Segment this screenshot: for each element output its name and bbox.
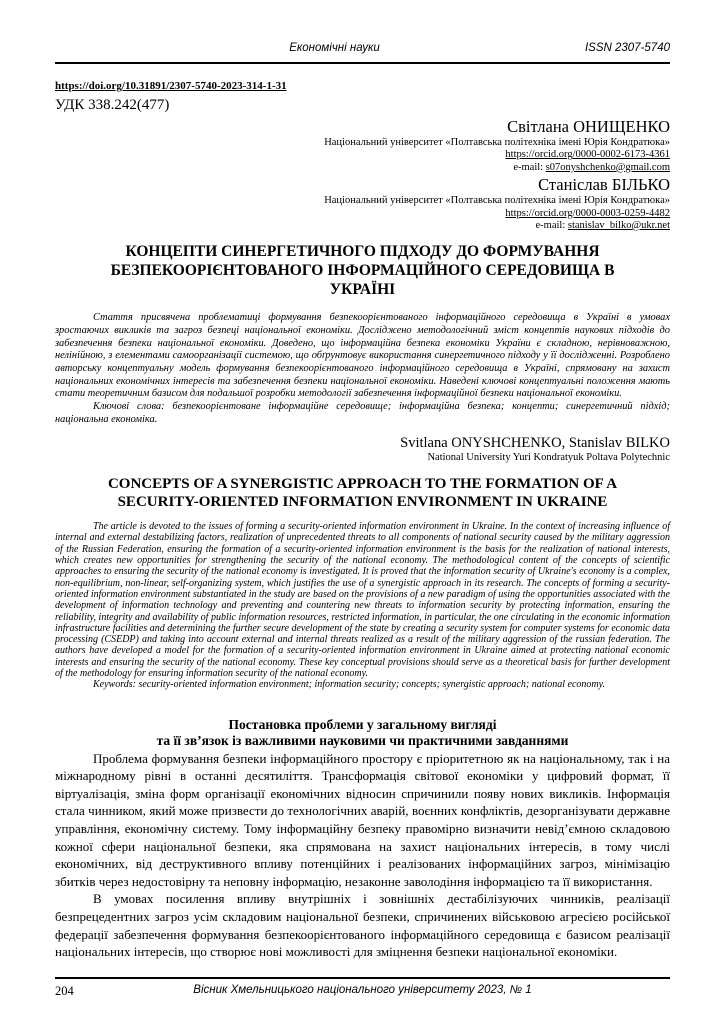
running-header xyxy=(55,42,670,57)
section-heading-line2: та її зв’язок із важливими науковими чи практичними завданнями xyxy=(156,732,569,748)
orcid-link-1[interactable]: https://orcid.org/0000-0002-6173-4361 xyxy=(505,149,670,161)
article-body xyxy=(55,750,670,961)
byline-en-names: Svitlana ONYSHCHENKO, Stanislav BILKO xyxy=(400,435,670,452)
abstract-uk-text: Стаття присвячена проблематиці формування безпекоорієнтованого інформаційного середовища в Україні в умовах зростаючих викликів та загроз безпеці національної економіки. Досліджено методологічний зміст концептів наукових підходів до забезпечення безпеки національної економіки. Доведено, що інформаційна безпека економіки України є складною, нерівноважною, нелінійною, з елементами самоорганізації системою, що обґрунтовує використання синергетичного підходу у її дослідженні. Розроблено авторську концептуальну модель формування безпекоорієнтованого інформаційного середовища в Україні, спрямовану на захист національних економічних інтересів та забезпечення безпеки національної економіки. Наведені ключові концептуальні положення мають стати теоретичним базисом для подальшої розробки методології забезпечення інформаційної безпеки національної економіки. xyxy=(55,312,670,400)
keywords-uk: Ключові слова: безпекоорієнтоване інформаційне середовище; інформаційна безпека; концепти; синергетичний підхід; національна економіка. xyxy=(55,401,670,425)
journal-footer-line: Вісник Хмельницького національного університету 2023, № 1 xyxy=(193,984,532,996)
footer-row xyxy=(55,984,670,1000)
section-heading-line1: Постановка проблеми у загальному вигляді xyxy=(228,716,497,732)
udc-code: УДК 338.242(477) xyxy=(55,97,170,113)
email-label-1: e-mail: xyxy=(513,161,546,173)
section-heading xyxy=(55,717,670,749)
footer-rule xyxy=(55,977,670,979)
author-orcid-line-2 xyxy=(55,208,670,220)
author-orcid-line-1 xyxy=(55,149,670,161)
email-label-2: e-mail: xyxy=(535,219,568,231)
orcid-link-2[interactable]: https://orcid.org/0000-0003-0259-4482 xyxy=(505,207,670,219)
page-number: 204 xyxy=(55,984,74,998)
author-name-2: Станіслав БІЛЬКО xyxy=(538,175,670,195)
article-title-en: CONCEPTS OF A SYNERGISTIC APPROACH TO THE FORMATION OF A SECURITY-ORIENTED INFORMATION ENVIRONMENT IN UKRAINE xyxy=(107,476,618,511)
abstract-en xyxy=(55,521,670,690)
keywords-en: Keywords: security-oriented information environment; information security; concepts; synergistic approach; national economy. xyxy=(93,679,606,691)
abstract-uk xyxy=(55,312,670,426)
byline-en-affiliation: National University Yuri Kondratyuk Poltava Polytechnic xyxy=(427,452,670,464)
page-footer xyxy=(55,977,670,1000)
email-link-1[interactable]: s07onyshchenko@gmail.com xyxy=(545,161,670,173)
doi-line xyxy=(55,80,670,92)
byline-en xyxy=(55,435,670,464)
header-issn: ISSN 2307-5740 xyxy=(584,42,670,54)
author-affiliation-1: Національний університет «Полтавська політехніка імені Юрія Кондратюка» xyxy=(324,136,670,148)
article-title-uk: КОНЦЕПТИ СИНЕРГЕТИЧНОГО ПІДХОДУ ДО ФОРМУВАННЯ БЕЗПЕКООРІЄНТОВАНОГО ІНФОРМАЦІЙНОГО СЕРЕДОВИЩА В УКРАЇНІ xyxy=(110,243,615,299)
header-section-label: Економічні науки xyxy=(289,42,380,54)
doi-link[interactable]: https://doi.org/10.31891/2307-5740-2023-314-1-31 xyxy=(55,80,287,92)
author-name-1: Світлана ОНИЩЕНКО xyxy=(507,117,670,136)
author-block xyxy=(55,116,670,232)
author-email-line-2 xyxy=(55,220,670,232)
email-link-2[interactable]: stanislav_bilko@ukr.net xyxy=(567,219,670,231)
body-paragraph-2: В умовах посилення впливу внутрішніх і зовнішніх дестабілізуючих чинників, реалізації безпрецедентних загроз усім складовим національної безпеки, спричинених військовою агресією російської федерації забезпечення формування безпекоорієнтованого інформаційного середовища є базисом реалізації національних інтересів, що створює нові можливості для зміцнення безпеки національної економіки. xyxy=(55,891,670,960)
author-email-line-1 xyxy=(55,162,670,174)
body-paragraph-1: Проблема формування безпеки інформаційного простору є пріоритетною як на національному, так і на міжнародному рівні в останні десятиліття. Трансформація світової економіки у цифровий формат, її віртуалізація, зміна форм організації економічних відносин спричинили появу нових викликів. Інформація стала чинником, який може призвести до технологічних аварій, воєнних конфліктів, дезорганізувати державне управління, економічну систему. Тому інформаційну безпеку правомірно визначити невід’ємною складовою кожної сфери національної безпеки, яка спрямована на захист національних інтересів, в тому числі економічних, від деструктивного впливу потенційних і реалізованих інформаційних загроз, мінімізацію збитків через недостовірну та неповну інформацію, незаконне заволодіння інформацією та її використання. xyxy=(55,750,670,889)
header-rule xyxy=(55,62,670,64)
author-affiliation-2: Національний університет «Полтавська політехніка імені Юрія Кондратюка» xyxy=(324,195,670,207)
abstract-en-text: The article is devoted to the issues of forming a security-oriented information environment in Ukraine. In the context of increasing influence of internal and external destabilizing factors, realization of unprecedented threats to all components of national security caused by the military aggression of the Russian Federation, ensuring the formation of a security-oriented information environment is the basis for the realization of national interests, which creates new opportunities for strengthening the security of the national economy. The methodological content of the concepts of scientific approaches to ensuring the security of the national economy is investigated. It is proved that the information security of Ukraine's economy is a complex, non-equilibrium, non-linear, self-organizing system, which justifies the use of a synergistic approach in its research. The concepts of forming a security-oriented information environment substantiated in the study are based on the provisions of a new paradigm of using the opportunities associated with the development of information technology and preventing and countering new threats to information security by protecting information, ensuring the reliability, integrity and availability of public information resources, restricted information, in particular, the one circulating in the economic information infrastructure facilities and determining the further secure development of the state by creating a security system for computer systems for economic data processing (CSEDP) and taking into account external and internal threats realized as a result of the military aggression of the russian federation. The authors have developed a model for the formation of a security-oriented information environment in Ukraine aimed at protecting national economic interests and ensuring the security of the national economy. These key conceptual provisions should serve as a theoretical basis for further development of the methodology for ensuring information security of the national economy. xyxy=(55,521,670,680)
